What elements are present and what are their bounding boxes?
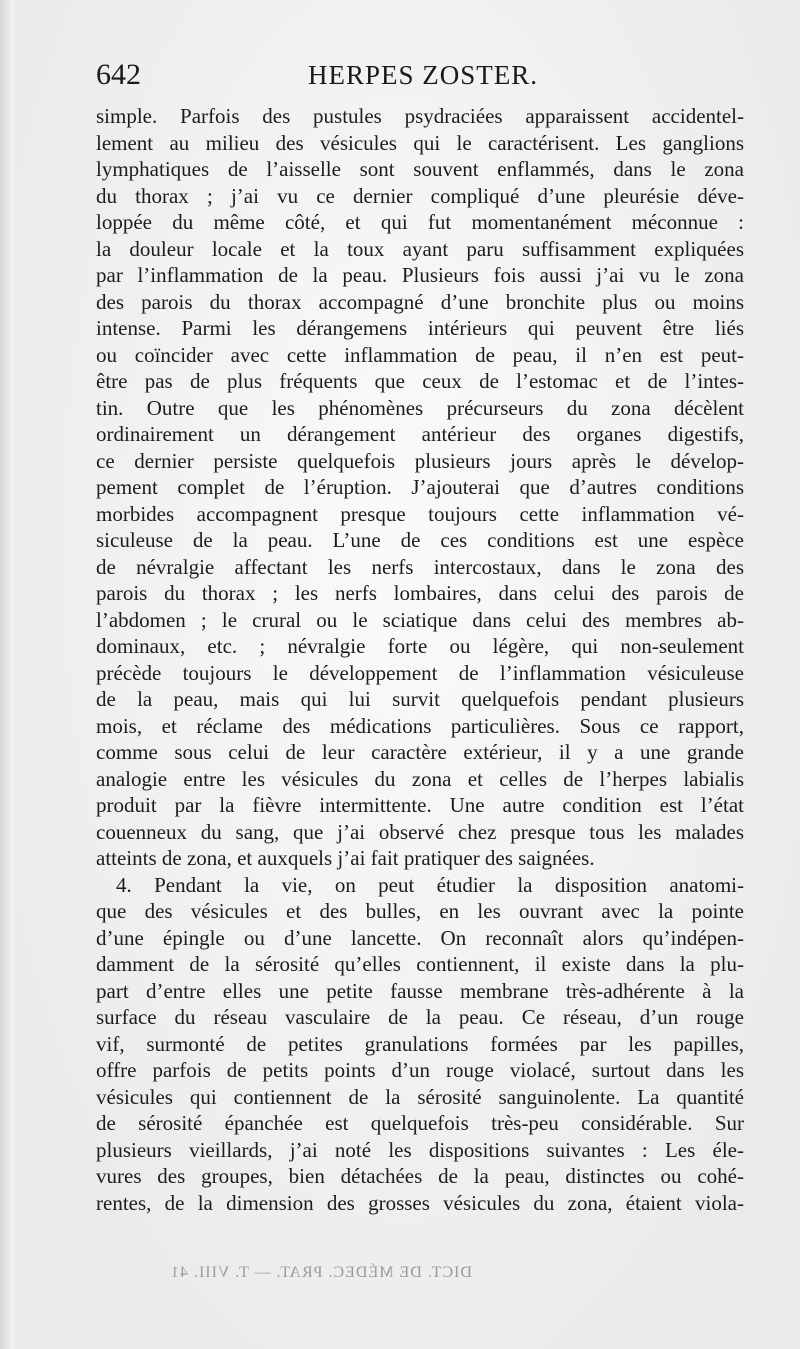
text-line: produit par la fièvre intermittente. Une autre condition est l’état [96, 793, 744, 817]
text-line: de sérosité épanchée est quelquefois très-peu considérable. Sur [96, 1111, 744, 1135]
text-line: damment de la sérosité qu’elles contiennent, il existe dans la plu- [96, 952, 744, 976]
text-line: être pas de plus fréquents que ceux de l’estomac et de l’intes- [96, 369, 744, 393]
text-line: de névralgie affectant les nerfs intercostaux, dans le zona des [96, 554, 744, 579]
text-line: part d’entre elles une petite fausse membrane très-adhérente à la [96, 978, 744, 1003]
text-line: du thorax ; j’ai vu ce dernier compliqué d’une pleurésie déve- [96, 183, 744, 208]
text-line: vures des groupes, bien détachées de la peau, distinctes ou cohé- [96, 1164, 744, 1188]
body-text [96, 103, 744, 1216]
running-title: HERPES ZOSTER. [308, 60, 539, 90]
text-line: vif, surmonté de petites granulations formées par les papilles, [96, 1031, 744, 1056]
text-line: offre parfois de petits points d’un rouge violacé, surtout dans les [96, 1058, 744, 1082]
text-line: plusieurs vieillards, j’ai noté les dispositions suivantes : Les éle- [96, 1137, 744, 1162]
text-line: pement complet de l’éruption. J’ajouterai que d’autres conditions [96, 475, 744, 499]
paragraph-first-line: 4. Pendant la vie, on peut étudier la disposition anatomi- [116, 872, 744, 897]
text-line: intense. Parmi les dérangemens intérieurs qui peuvent être liés [96, 316, 744, 340]
bleed-through-footer: DICT. DE MÉDEC. PRAT. — T. VIII. 41 [170, 1264, 472, 1281]
text-line: dominaux, etc. ; névralgie forte ou légère, qui non-seulement [96, 634, 744, 658]
text-line: morbides accompagnent presque toujours cette inflammation vé- [96, 501, 744, 526]
text-line: par l’inflammation de la peau. Plusieurs fois aussi j’ai vu le zona [96, 263, 744, 287]
text-line: ou coïncider avec cette inflammation de peau, il n’en est peut- [96, 342, 744, 367]
text-line: mois, et réclame des médications particulières. Sous ce rapport, [96, 713, 744, 738]
text-line: analogie entre les vésicules du zona et celles de l’herpes labialis [96, 766, 744, 791]
text-line: l’abdomen ; le crural ou le sciatique dans celui des membres ab- [96, 607, 744, 632]
text-line: comme sous celui de leur caractère extérieur, il y a une grande [96, 740, 744, 764]
text-line: simple. Parfois des pustules psydraciées apparaissent accidentel- [96, 104, 744, 128]
text-line: loppée du même côté, et qui fut momentanément méconnue : [96, 210, 744, 234]
text-line: que des vésicules et des bulles, en les ouvrant avec la pointe [96, 899, 744, 923]
text-line: de la peau, mais qui lui survit quelquefois pendant plusieurs [96, 687, 744, 711]
text-line: lement au milieu des vésicules qui le caractérisent. Les ganglions [96, 130, 744, 155]
text-line: des parois du thorax accompagné d’une bronchite plus ou moins [96, 289, 744, 314]
text-line: la douleur locale et la toux ayant paru suffisamment expliquées [96, 236, 744, 261]
text-line: rentes, de la dimension des grosses vésicules du zona, étaient viola- [96, 1190, 744, 1215]
text-line: d’une épingle ou d’une lancette. On reconnaît alors qu’indépen- [96, 925, 744, 950]
page-edge-shadow [0, 0, 14, 1349]
text-line: ce dernier persiste quelquefois plusieurs jours après le dévelop- [96, 448, 744, 473]
text-line: tin. Outre que les phénomènes précurseurs du zona décèlent [96, 395, 744, 420]
text-line: siculeuse de la peau. L’une de ces conditions est une espèce [96, 528, 744, 552]
paragraph-last-line: atteints de zona, et auxquels j’ai fait pratiquer des saignées. [96, 846, 595, 870]
text-line: surface du réseau vasculaire de la peau. Ce réseau, d’un rouge [96, 1005, 744, 1029]
text-line: lymphatiques de l’aisselle sont souvent enflammés, dans le zona [96, 157, 744, 181]
text-line: couenneux du sang, que j’ai observé chez presque tous les malades [96, 819, 744, 844]
text-line: ordinairement un dérangement antérieur des organes digestifs, [96, 422, 744, 446]
page-number: 642 [96, 58, 141, 91]
text-line: parois du thorax ; les nerfs lombaires, dans celui des parois de [96, 581, 744, 605]
text-line: précède toujours le développement de l’inflammation vésiculeuse [96, 660, 744, 685]
text-line: vésicules qui contiennent de la sérosité sanguinolente. La quantité [96, 1084, 744, 1109]
